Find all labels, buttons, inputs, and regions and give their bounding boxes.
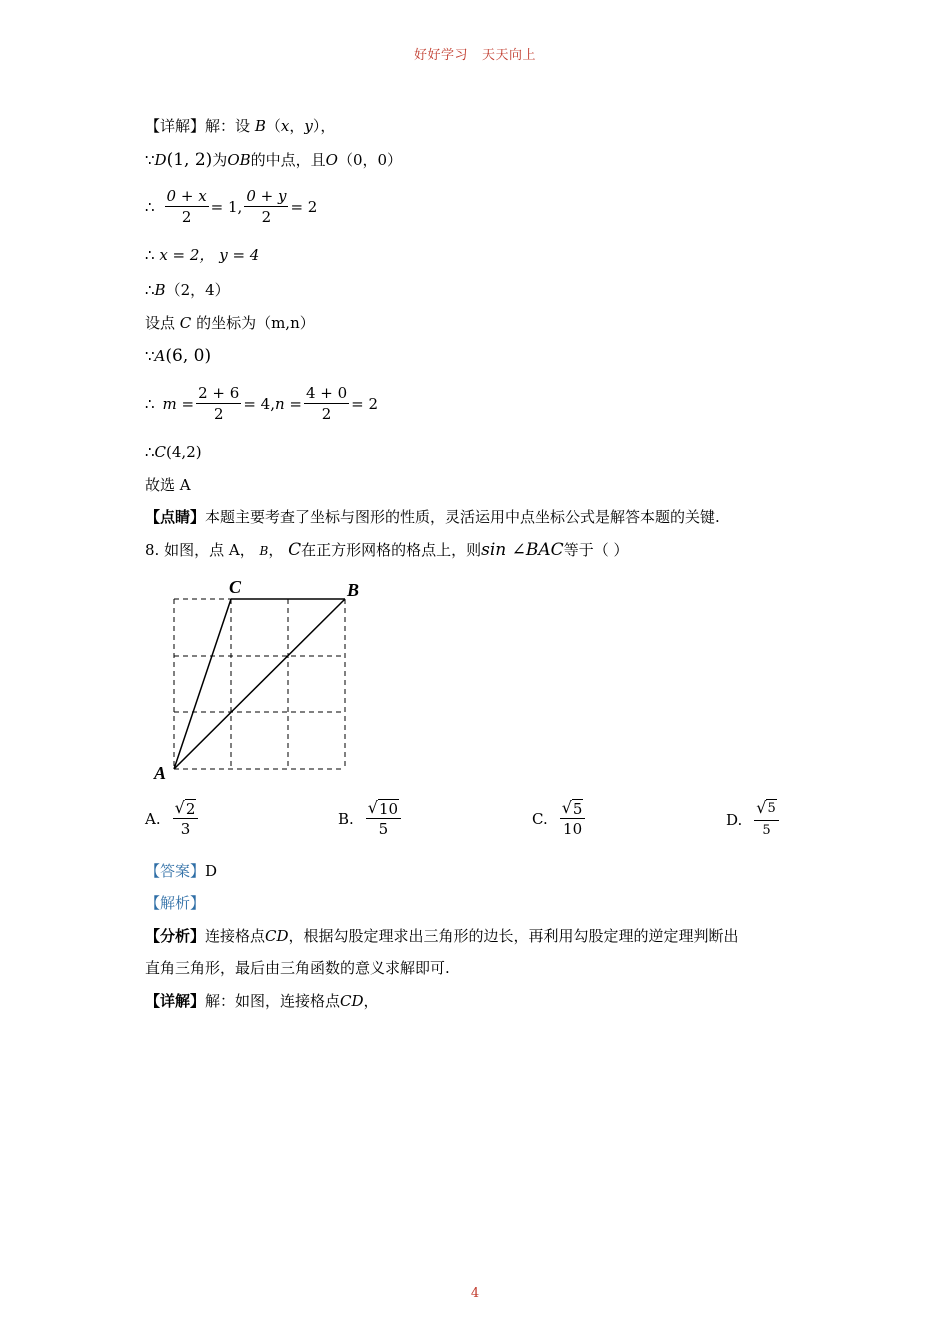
denominator: 2 bbox=[213, 405, 224, 423]
answer-tag: 【答案】 bbox=[145, 862, 206, 880]
var-d: D bbox=[154, 151, 167, 169]
equation: x = 2， y = 4 bbox=[159, 246, 260, 264]
option-label: C. bbox=[532, 809, 548, 828]
coords: （0，0） bbox=[337, 151, 403, 169]
var-c: C bbox=[179, 314, 192, 332]
line-5 bbox=[145, 280, 230, 300]
question-number: 8. bbox=[145, 541, 160, 559]
answer-line bbox=[145, 861, 217, 881]
fenxi-line-2 bbox=[145, 958, 450, 978]
var-o: O bbox=[325, 151, 338, 169]
text: 解：设 bbox=[205, 117, 251, 135]
var-n: n = bbox=[274, 394, 302, 413]
var-c: C bbox=[154, 443, 167, 461]
fraction bbox=[244, 186, 288, 227]
equation: = 2 bbox=[351, 394, 379, 413]
segment-ab bbox=[174, 599, 345, 769]
var-a: A bbox=[154, 347, 166, 365]
therefore-symbol: ∴ bbox=[145, 281, 155, 299]
sep: ， bbox=[289, 117, 305, 135]
numerator: 0 + y bbox=[246, 187, 287, 205]
page-header bbox=[0, 44, 950, 63]
section-tag: 【详解】 bbox=[145, 992, 206, 1010]
therefore-symbol: ∴ bbox=[145, 246, 155, 264]
text: 本题主要考查了坐标与图形的性质，灵活运用中点坐标公式是解答本题的关键. bbox=[205, 508, 720, 526]
page-number: 4 bbox=[470, 1286, 480, 1301]
line-1 bbox=[145, 116, 335, 136]
line-11 bbox=[145, 507, 720, 527]
equation: = 2 bbox=[290, 197, 318, 216]
sin-expression: sin ∠BAC bbox=[481, 540, 564, 560]
header-right: 天天向上 bbox=[482, 48, 537, 63]
line-9 bbox=[145, 442, 202, 462]
equation: = 1, bbox=[210, 197, 243, 216]
radicand: 5 bbox=[572, 800, 583, 818]
radicand: 2 bbox=[185, 800, 196, 818]
text: ，根据勾股定理求出三角形的边长，再利用勾股定理的逆定理判断出 bbox=[288, 927, 739, 945]
question-8 bbox=[145, 540, 628, 561]
fraction bbox=[304, 383, 349, 424]
option-label: D. bbox=[726, 810, 743, 829]
var-x: x bbox=[280, 117, 290, 135]
text: 故选 A bbox=[145, 476, 191, 494]
text: 设点 bbox=[145, 314, 176, 332]
coords: (6, 0) bbox=[165, 346, 212, 366]
equation: = 4, bbox=[243, 394, 275, 413]
answer-value: D bbox=[205, 862, 218, 880]
analysis-line bbox=[145, 893, 205, 913]
text: 在正方形网格的格点上，则 bbox=[301, 541, 482, 559]
line-4 bbox=[145, 245, 259, 265]
numerator: 2 + 6 bbox=[198, 384, 240, 402]
text: 解：如图，连接格点 bbox=[205, 992, 341, 1010]
var-ob: OB bbox=[227, 151, 251, 169]
radicand: 10 bbox=[379, 800, 399, 818]
paren: （ bbox=[265, 117, 281, 135]
text: ， bbox=[363, 992, 379, 1010]
line-10 bbox=[145, 475, 191, 495]
line-3 bbox=[145, 186, 317, 227]
var-y: y bbox=[304, 117, 313, 135]
denominator: 3 bbox=[180, 820, 191, 838]
var-m: m = bbox=[162, 394, 195, 413]
section-tag: 【分析】 bbox=[145, 927, 206, 945]
denominator: 5 bbox=[378, 820, 389, 838]
numerator: 4 + 0 bbox=[305, 384, 348, 402]
therefore-symbol: ∴ bbox=[145, 197, 155, 216]
fraction bbox=[196, 383, 241, 424]
line-7 bbox=[145, 346, 211, 366]
var-cd: CD bbox=[265, 927, 289, 945]
xiangjie-line bbox=[145, 991, 379, 1011]
segment-ac bbox=[174, 599, 231, 769]
text: 连接格点 bbox=[205, 927, 266, 945]
because-symbol: ∵ bbox=[145, 347, 155, 365]
var-b: B bbox=[154, 281, 166, 299]
section-tag: 【点睛】 bbox=[145, 508, 206, 526]
label-c: C bbox=[229, 577, 242, 597]
fraction: √ 2 3 bbox=[173, 798, 199, 839]
option-a[interactable] bbox=[145, 798, 200, 839]
text: 的中点，且 bbox=[250, 151, 326, 169]
denominator: 2 bbox=[321, 405, 332, 423]
denominator: 10 bbox=[563, 820, 583, 838]
denominator: 2 bbox=[261, 208, 272, 226]
coords: (1, 2) bbox=[166, 150, 213, 170]
header-left: 好好学习 bbox=[413, 48, 468, 63]
label-b: B bbox=[347, 580, 360, 600]
fraction bbox=[165, 186, 209, 227]
coords: (4,2) bbox=[166, 443, 202, 461]
because-symbol: ∵ bbox=[145, 151, 155, 169]
var-c: C bbox=[288, 540, 302, 560]
denominator: 5 bbox=[762, 823, 771, 838]
numerator: 0 + x bbox=[166, 187, 207, 205]
sep: ， bbox=[268, 541, 284, 559]
line-6 bbox=[145, 313, 315, 333]
option-label: B. bbox=[338, 809, 354, 828]
text: 等于（ ） bbox=[563, 541, 629, 559]
line-2 bbox=[145, 150, 402, 170]
grid-figure bbox=[150, 575, 370, 785]
therefore-symbol: ∴ bbox=[145, 394, 155, 413]
fraction: √ 5 5 bbox=[754, 798, 778, 841]
option-d[interactable] bbox=[726, 798, 781, 841]
option-c[interactable] bbox=[532, 798, 587, 839]
text: 为 bbox=[212, 151, 228, 169]
coords: （2，4） bbox=[165, 281, 230, 299]
radicand: 5 bbox=[767, 801, 776, 816]
text: 直角三角形，最后由三角函数的意义求解即可. bbox=[145, 959, 450, 977]
text: 如图，点 A， bbox=[164, 541, 255, 559]
line-8 bbox=[145, 383, 378, 424]
text: 的坐标为 bbox=[196, 314, 257, 332]
var-cd: CD bbox=[340, 992, 364, 1010]
var-b: B bbox=[259, 544, 269, 558]
label-a: A bbox=[154, 763, 167, 783]
paren-close: ）， bbox=[312, 117, 336, 135]
fenxi-line-1 bbox=[145, 926, 739, 946]
option-b[interactable] bbox=[338, 798, 403, 839]
therefore-symbol: ∴ bbox=[145, 443, 155, 461]
analysis-tag: 【解析】 bbox=[145, 894, 206, 912]
coords: （m,n） bbox=[256, 314, 315, 332]
section-tag: 【详解】 bbox=[145, 117, 206, 135]
var-b: B bbox=[254, 117, 266, 135]
denominator: 2 bbox=[181, 208, 192, 226]
fraction: √ 10 5 bbox=[366, 798, 401, 839]
option-label: A. bbox=[145, 809, 161, 828]
fraction: √ 5 10 bbox=[560, 798, 586, 839]
